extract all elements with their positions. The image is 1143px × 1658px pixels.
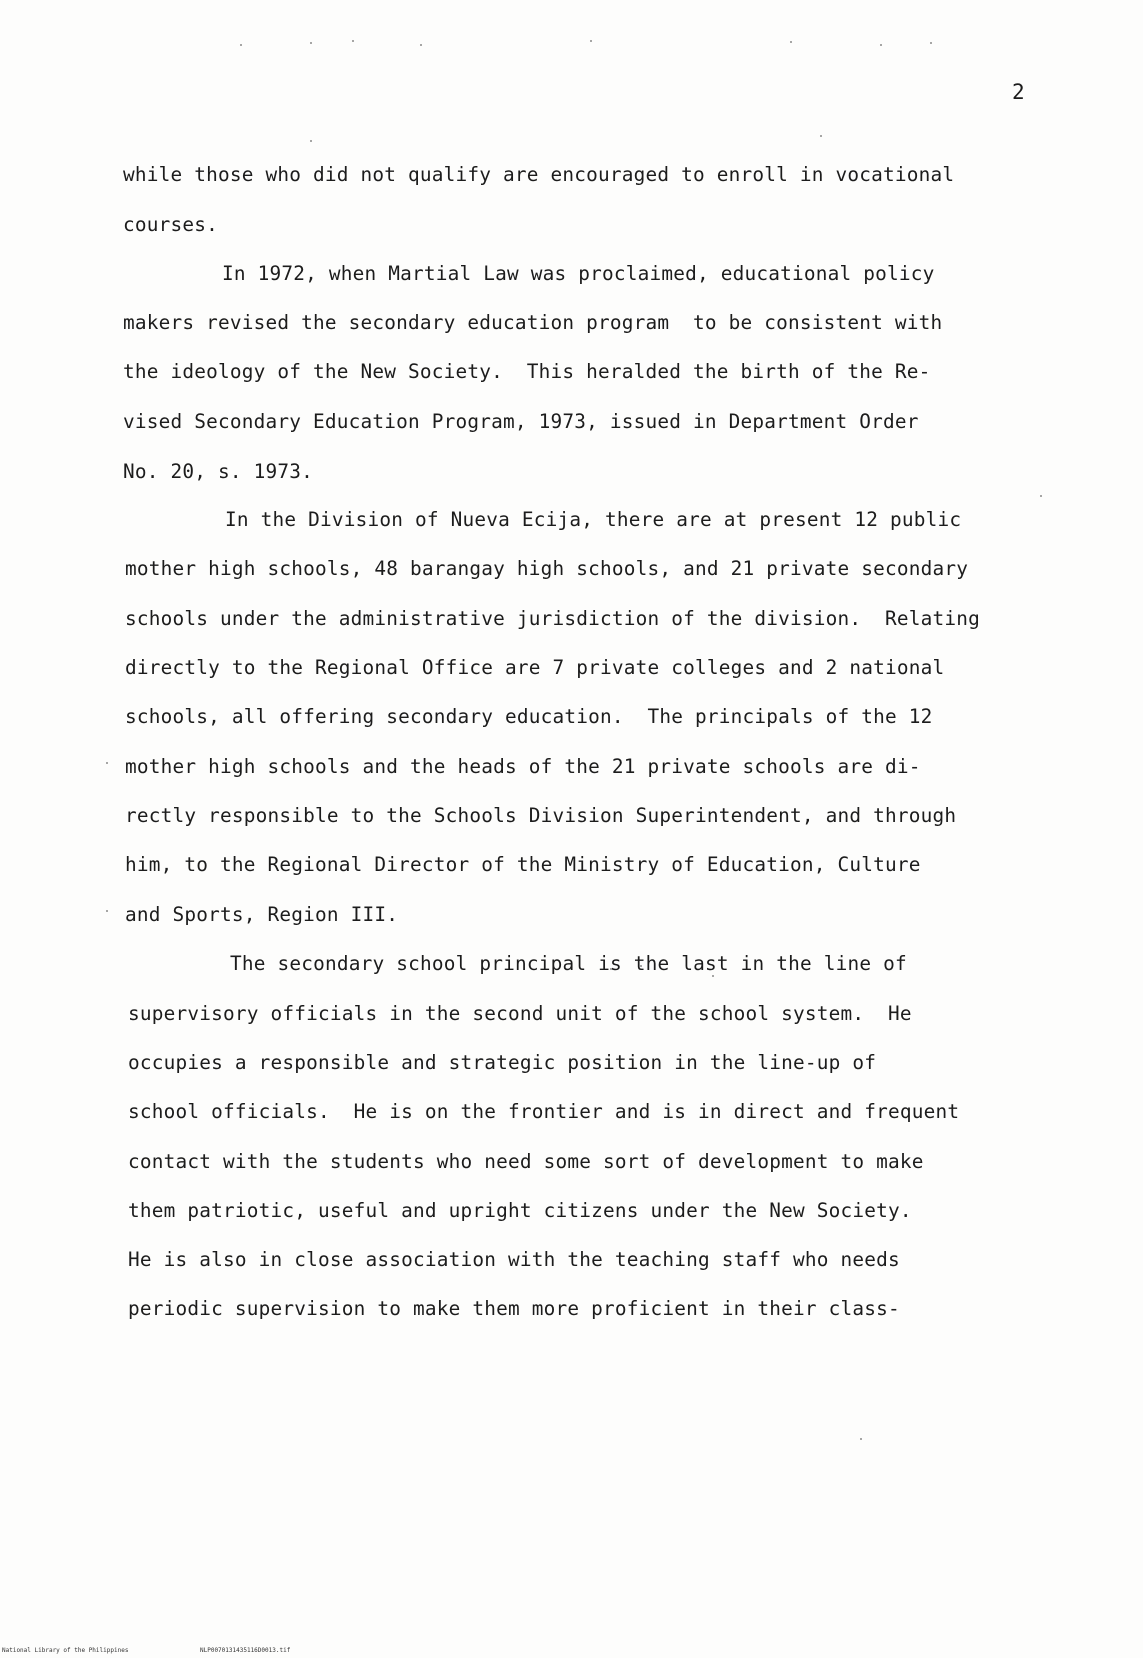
text-line: school officials. He is on the frontier and is in direct and frequent (128, 1100, 960, 1123)
text-line: In the Division of Nueva Ecija, there are at present 12 public (225, 508, 962, 531)
scan-speck (880, 44, 882, 46)
text-line: him, to the Regional Director of the Ministry of Education, Culture (125, 853, 921, 876)
scan-speck (860, 1438, 862, 1440)
footer-archive-label: National Library of the Philippines (2, 1647, 129, 1654)
scan-speck (352, 40, 354, 42)
text-line: periodic supervision to make them more proficient in their class- (128, 1297, 900, 1320)
scan-speck (712, 975, 714, 977)
scan-speck (420, 44, 422, 46)
scan-speck (310, 42, 312, 44)
scan-speck (590, 40, 592, 42)
text-line: contact with the students who need some sort of development to make (128, 1150, 924, 1173)
scan-speck (310, 140, 312, 142)
text-line: vised Secondary Education Program, 1973, issued in Department Order (123, 410, 919, 433)
scan-speck (930, 42, 932, 44)
text-line: and Sports, Region III. (125, 903, 399, 926)
text-line: rectly responsible to the Schools Division Superintendent, and through (125, 804, 957, 827)
text-line: occupies a responsible and strategic position in the line-up of (128, 1051, 877, 1074)
text-line: schools under the administrative jurisdiction of the division. Relating (125, 607, 980, 630)
text-line: while those who did not qualify are encouraged to enroll in vocational (123, 163, 955, 186)
footer-file-id: NLP0070131435116D0013.tif (200, 1647, 291, 1654)
scan-speck (790, 41, 792, 43)
scan-speck (240, 44, 242, 46)
text-line: directly to the Regional Office are 7 private colleges and 2 national (125, 656, 945, 679)
text-line: the ideology of the New Society. This heralded the birth of the Re- (123, 360, 931, 383)
text-line: mother high schools, 48 barangay high schools, and 21 private secondary (125, 557, 969, 580)
text-line: schools, all offering secondary education. The principals of the 12 (125, 705, 933, 728)
scan-speck (1040, 495, 1042, 497)
text-line: courses. (123, 213, 218, 236)
text-line: No. 20, s. 1973. (123, 460, 313, 483)
text-line: them patriotic, useful and upright citizens under the New Society. (128, 1199, 912, 1222)
text-line: mother high schools and the heads of the 21 private schools are di- (125, 755, 921, 778)
text-line: He is also in close association with the teaching staff who needs (128, 1248, 900, 1271)
text-line: makers revised the secondary education program to be consistent with (123, 311, 943, 334)
scan-speck (106, 910, 108, 912)
scan-speck (106, 762, 108, 764)
scan-speck (820, 135, 822, 137)
text-line: In 1972, when Martial Law was proclaimed, educational policy (222, 262, 935, 285)
text-line: The secondary school principal is the last in the line of (230, 952, 907, 975)
text-line: supervisory officials in the second unit of the school system. He (128, 1002, 912, 1025)
page-number: 2 (1012, 80, 1025, 104)
